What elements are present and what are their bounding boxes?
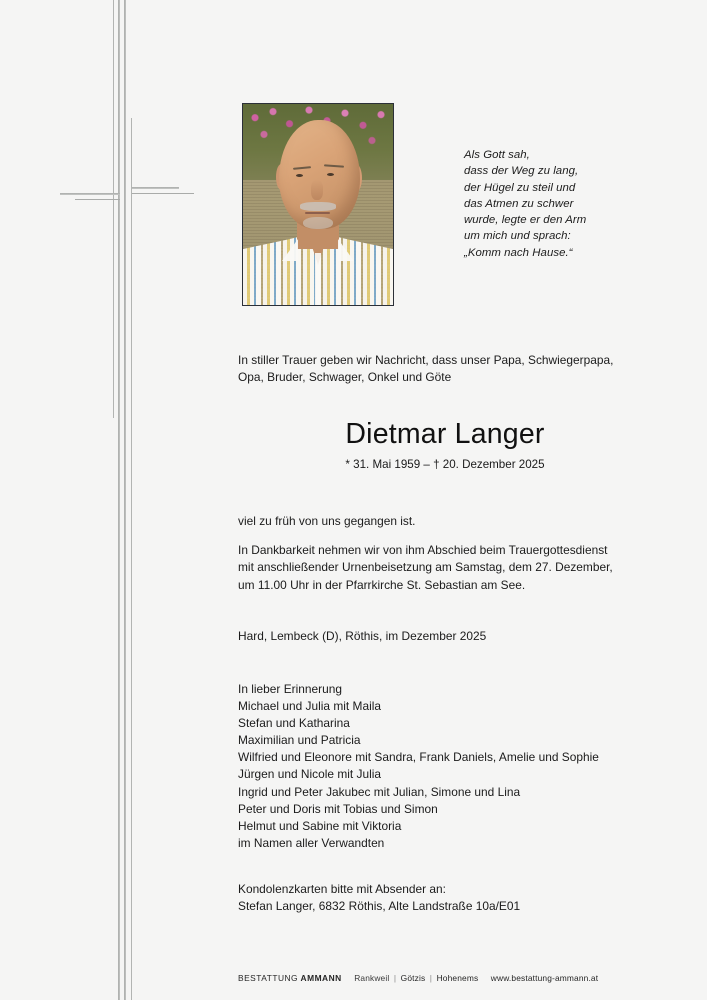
cross-vertical-line-outer	[118, 0, 120, 1000]
condolence-line: Stefan Langer, 6832 Röthis, Alte Landstraße 10a/E01	[238, 899, 521, 914]
cross-arm-left-lower	[75, 199, 120, 200]
quote-line: Als Gott sah,	[464, 149, 530, 161]
paragraph-line: viel zu früh von uns gegangen ist.	[238, 514, 416, 528]
portrait-shirt-placket	[315, 253, 321, 305]
paragraph-service-details	[238, 542, 652, 594]
announcement-intro	[238, 352, 652, 387]
intro-line: In stiller Trauer geben wir Nachricht, dass unser Papa, Schwiegerpapa,	[238, 353, 614, 367]
footer-separator: |	[393, 973, 397, 983]
list-item: Helmut und Sabine mit Viktoria	[238, 818, 402, 833]
portrait-chin-beard	[303, 217, 333, 229]
portrait-collar-right	[338, 239, 354, 261]
quote-line: um mich und sprach:	[464, 230, 571, 243]
intro-line: Opa, Bruder, Schwager, Onkel und Göte	[238, 370, 452, 385]
portrait-collar-left	[282, 239, 298, 261]
paragraph-line: um 11.00 Uhr in der Pfarrkirche St. Sebastian am See.	[238, 577, 526, 592]
cross-arm-right-lower	[132, 193, 194, 194]
list-item: Maximilian und Patricia	[238, 733, 361, 748]
cross-vertical-stub-right	[131, 118, 132, 1000]
list-item: Michael und Julia mit Maila	[238, 699, 382, 714]
paragraph-line: In Dankbarkeit nehmen wir von ihm Abschied beim Trauergottesdienst	[238, 543, 608, 557]
paragraph-passed-away	[238, 513, 652, 530]
list-item: Peter und Doris mit Tobias und Simon	[238, 801, 438, 816]
brand-name-light: BESTATTUNG	[238, 973, 299, 983]
portrait-and-quote-row	[238, 103, 658, 308]
footer-separator: |	[429, 973, 433, 983]
deceased-dates: * 31. Mai 1959 – † 20. Dezember 2025	[345, 458, 545, 471]
place-and-date	[238, 628, 652, 645]
list-item: Wilfried und Eleonore mit Sandra, Frank Daniels, Amelie und Sophie	[238, 750, 599, 765]
condolence-address	[238, 881, 652, 916]
quote-line: „Komm nach Hause.“	[464, 246, 573, 259]
cross-ornament	[0, 0, 230, 1000]
quote-line: der Hügel zu steil und	[464, 181, 576, 194]
quote-line: wurde, legte er den Arm	[464, 214, 587, 227]
portrait-mouth	[305, 212, 331, 214]
footer-website-url[interactable]: www.bestattung-ammann.at	[490, 973, 599, 983]
condolence-line: Kondolenzkarten bitte mit Absender an:	[238, 882, 446, 896]
portrait-photo	[242, 103, 394, 306]
funeral-home-footer	[238, 973, 668, 983]
list-item: Stefan und Katharina	[238, 716, 350, 731]
footer-location-hohenems: Hohenems	[436, 973, 479, 983]
footer-location-goetzis: Götzis	[400, 973, 426, 983]
portrait-nose	[311, 180, 323, 200]
mourners-list	[238, 681, 652, 852]
list-item: im Namen aller Verwandten	[238, 835, 385, 850]
list-item: In lieber Erinnerung	[238, 682, 342, 696]
footer-location-rankweil: Rankweil	[354, 973, 390, 983]
quote-line: das Atmen zu schwer	[464, 197, 574, 210]
deceased-name-block	[238, 417, 652, 473]
cross-arm-left-upper	[60, 193, 120, 195]
memorial-quote	[464, 147, 664, 261]
deceased-name: Dietmar Langer	[345, 418, 545, 450]
portrait-eye-right	[327, 173, 334, 176]
portrait-illustration	[243, 104, 393, 305]
cross-vertical-stub-left	[113, 0, 114, 418]
cross-vertical-line-inner	[124, 0, 126, 1000]
quote-line: dass der Weg zu lang,	[464, 165, 579, 178]
list-item: Ingrid und Peter Jakubec mit Julian, Simone und Lina	[238, 784, 521, 799]
paragraph-line: mit anschließender Urnenbeisetzung am Samstag, dem 27. Dezember,	[238, 560, 613, 575]
list-item: Jürgen und Nicole mit Julia	[238, 767, 382, 782]
portrait-moustache	[300, 202, 336, 210]
brand-name-bold: AMMANN	[300, 973, 342, 983]
cross-arm-right-upper	[132, 187, 179, 189]
place-date-line: Hard, Lembeck (D), Röthis, im Dezember 2025	[238, 629, 487, 643]
